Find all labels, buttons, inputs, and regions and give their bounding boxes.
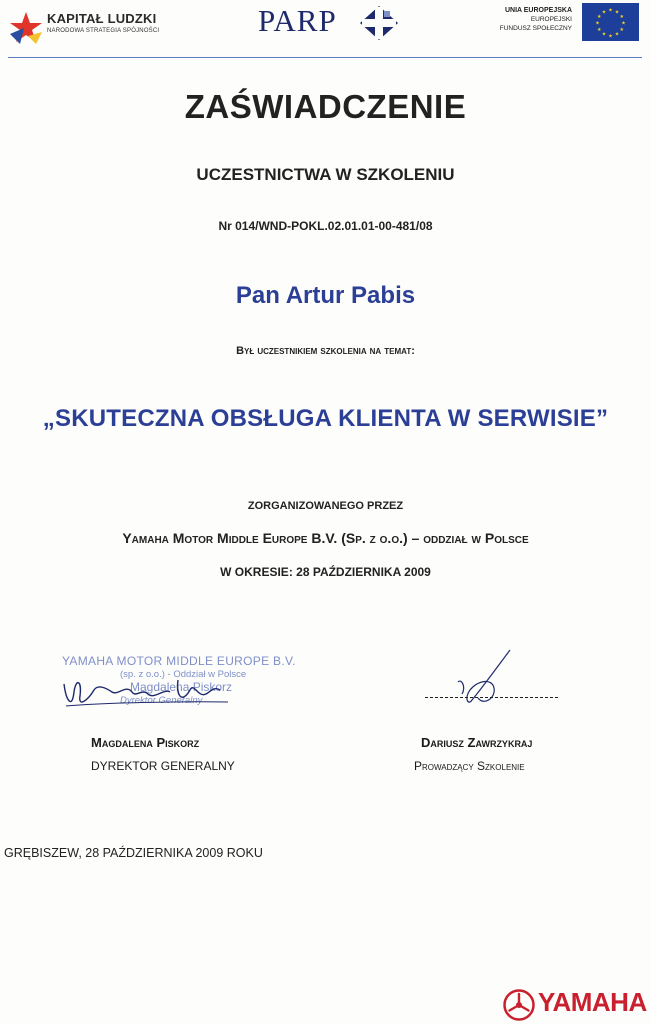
right-signatory-role: Prowadzący Szkolenie bbox=[414, 759, 525, 773]
parp-logo-icon bbox=[358, 5, 400, 41]
eu-line2: EUROPEJSKI bbox=[530, 16, 572, 23]
left-signatory-role: DYREKTOR GENERALNY bbox=[91, 759, 235, 773]
svg-text:★: ★ bbox=[608, 7, 613, 14]
organized-by-label: ZORGANIZOWANEGO PRZEZ bbox=[247, 500, 404, 512]
place-and-date: GRĘBISZEW, 28 PAŹDZIERNIKA 2009 ROKU bbox=[4, 846, 263, 860]
kapital-ludzki-subtitle: NARODOWA STRATEGIA SPÓJNOŚCI bbox=[47, 28, 160, 34]
yamaha-logo-text: YAMAHA bbox=[538, 987, 647, 1017]
svg-text:★: ★ bbox=[621, 20, 626, 27]
right-signature-icon bbox=[448, 648, 528, 710]
stamp-line2: (sp. z o.o.) - Oddział w Polsce bbox=[120, 669, 247, 680]
parp-logo-text: PARP bbox=[258, 3, 337, 38]
organizer-name: Yamaha Motor Middle Europe B.V. (Sp. z o.o.) – oddział w Polsce bbox=[122, 530, 529, 546]
eu-line1: UNIA EUROPEJSKA bbox=[504, 7, 572, 14]
stamp-line1: YAMAHA MOTOR MIDDLE EUROPE B.V. bbox=[62, 654, 296, 668]
eu-flag-icon bbox=[582, 3, 639, 41]
svg-text:★: ★ bbox=[595, 20, 600, 27]
certificate-number: Nr 014/WND-POKL.02.01.01-00-481/08 bbox=[218, 219, 433, 233]
participant-text: Był uczestnikiem szkolenia na temat: bbox=[236, 345, 415, 357]
kapital-ludzki-logo-icon bbox=[8, 10, 44, 46]
stamp-line4: Dyrektor Generalny bbox=[120, 695, 203, 706]
certificate-subtitle: UCZESTNICTWA W SZKOLENIU bbox=[196, 165, 455, 184]
signature-line bbox=[425, 697, 558, 698]
svg-text:★: ★ bbox=[619, 27, 625, 33]
svg-text:★: ★ bbox=[596, 27, 602, 33]
svg-text:★: ★ bbox=[601, 9, 607, 16]
svg-text:★: ★ bbox=[596, 14, 602, 20]
svg-text:★: ★ bbox=[601, 31, 607, 38]
participant-name: Pan Artur Pabis bbox=[235, 282, 416, 309]
svg-text:★: ★ bbox=[608, 33, 613, 40]
header-divider bbox=[8, 57, 642, 58]
right-signatory-name: Dariusz Zawrzykraj bbox=[421, 735, 533, 750]
training-topic: „SKUTECZNA OBSŁUGA KLIENTA W SERWISIE” bbox=[42, 405, 609, 432]
certificate-title: ZAŚWIADCZENIE bbox=[184, 88, 467, 125]
svg-text:★: ★ bbox=[614, 31, 620, 38]
left-signature-icon bbox=[60, 670, 240, 715]
stamp-line3: Magdalena Piskorz bbox=[130, 680, 233, 694]
svg-text:★: ★ bbox=[619, 14, 625, 20]
svg-text:★: ★ bbox=[614, 9, 620, 16]
eu-logo-text bbox=[460, 6, 572, 33]
training-period: W OKRESIE: 28 PAŹDZIERNIKA 2009 bbox=[220, 565, 431, 579]
left-signatory-name: Magdalena Piskorz bbox=[91, 735, 200, 750]
eu-line3: FUNDUSZ SPOŁECZNY bbox=[499, 25, 572, 32]
kapital-ludzki-title: KAPITAŁ LUDZKI bbox=[47, 11, 157, 26]
yamaha-tuning-fork-icon bbox=[503, 989, 535, 1021]
